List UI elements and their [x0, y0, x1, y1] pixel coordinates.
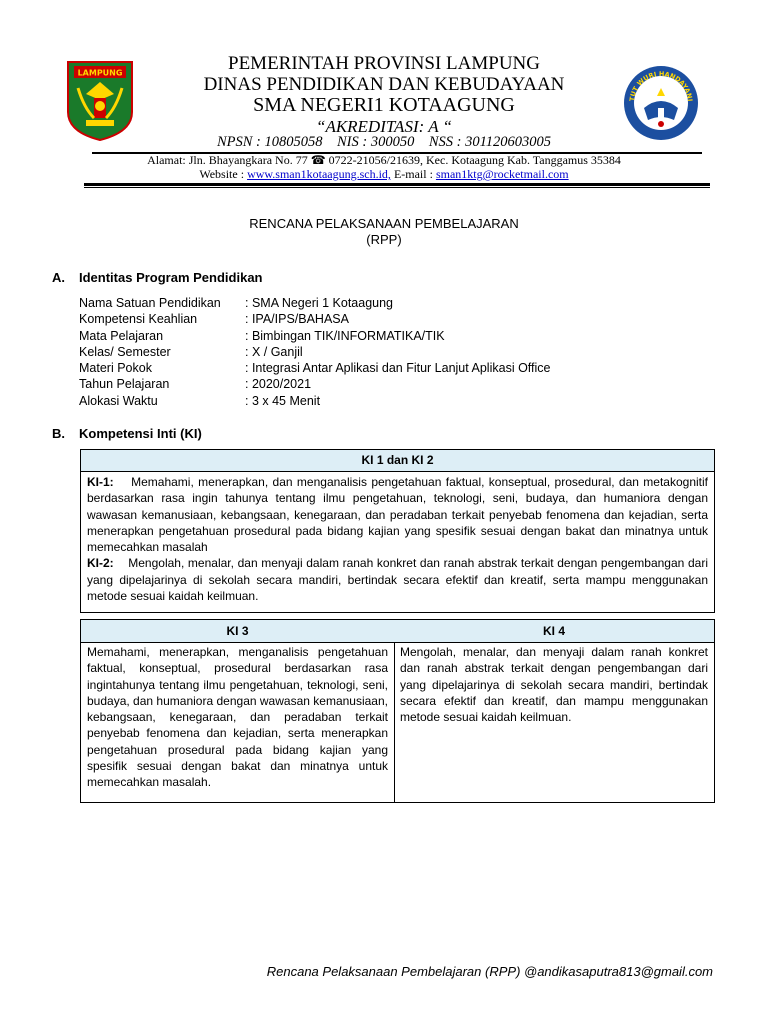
identity-row [79, 376, 551, 392]
ki4-text: Mengolah, menalar, dan menyaji dalam ranah konkret dan ranah abstrak terkait dengan pengembangan dari yang dipelajarinya di sekolah secara mandiri, bertindak secara efektif dan kreatif, dan mampu menggunakan metode sesuai kaidah keilmuan. [400, 645, 708, 725]
ki12-table [80, 449, 715, 613]
school-ids-text: NPSN : 10805058 NIS : 300050 NSS : 301120603005 [216, 134, 552, 150]
section-a-number: A. [52, 270, 65, 285]
identity-key: Mata Pelajaran [79, 328, 164, 343]
ki2-text: Mengolah, menalar, dan menyaji dalam ranah konkret dan ranah abstrak terkait dengan pengembangan dari yang dipelajarinya di sekolah secara mandiri, bertindak secara efektif dan kreatif, serta mampu menggunakan metode sesuai kaidah keilmuan. [87, 556, 708, 604]
email-link[interactable]: sman1ktg@rocketmail.com [435, 167, 569, 181]
website-label: Website : [199, 167, 248, 181]
contact-line [0, 167, 768, 181]
section-a-heading [52, 270, 263, 285]
identity-value: : Bimbingan TIK/INFORMATIKA/TIK [245, 328, 445, 343]
identity-value: : X / Ganjil [245, 344, 303, 359]
identity-table [79, 295, 551, 409]
ki1-label: KI-1: [87, 475, 114, 489]
identity-value: : 2020/2021 [245, 377, 312, 392]
identity-key: Alokasi Waktu [79, 393, 158, 408]
address-prefix: Alamat: Jln. Bhayangkara No. 77 [147, 153, 311, 167]
identity-key: Materi Pokok [79, 361, 152, 376]
document-title [0, 216, 768, 248]
title-main: RENCANA PELAKSANAAN PEMBELAJARAN [249, 216, 519, 231]
page-footer: Rencana Pelaksanaan Pembelajaran (RPP) @andikasaputra813@gmail.com [266, 964, 713, 979]
section-a-title: Identitas Program Pendidikan [79, 270, 263, 285]
ki12-header: KI 1 dan KI 2 [81, 450, 714, 472]
identity-row [79, 311, 551, 327]
identity-row [79, 393, 551, 409]
identity-row [79, 344, 551, 360]
email-label: E-mail : [390, 167, 436, 181]
address-block [0, 153, 768, 181]
government-line: PEMERINTAH PROVINSI LAMPUNG [228, 53, 540, 74]
section-b-number: B. [52, 426, 65, 441]
identity-key: Nama Satuan Pendidikan [79, 296, 221, 310]
ki12-body [81, 472, 714, 604]
identity-row [79, 328, 551, 344]
identity-value: : 3 x 45 Menit [245, 393, 321, 408]
title-sub: (RPP) [366, 232, 402, 247]
identity-row [79, 295, 551, 311]
identity-value: : SMA Negeri 1 Kotaagung [245, 296, 394, 310]
double-rule-thin [84, 187, 710, 188]
identity-key: Kelas/ Semester [79, 344, 171, 359]
ki4-column [394, 620, 714, 802]
section-b-title: Kompetensi Inti (KI) [79, 426, 202, 441]
ki2-label: KI-2: [87, 556, 114, 571]
double-rule-thick [84, 183, 710, 186]
phone-icon: ☎ [310, 153, 326, 167]
school-ids [0, 134, 768, 151]
ki4-header: KI 4 [394, 620, 714, 643]
ki3-text: Memahami, menerapkan, menganalisis pengetahuan faktual, konseptual, prosedural berdasarkan rasa ingintahunya tentang ilmu pengetahuan, teknologi, seni, budaya, dan humaniora dengan wawasan kemanusiaan, kebangsaan, kenegaraan, dan peradaban terkait penyebab fenomena dan kejadian, serta menerapkan pengetahuan prosedural pada bidang kajian yang spesifik sesuai dengan bakat dan minatnya untuk memecahkan masalah. [87, 645, 388, 790]
address-line [0, 153, 768, 167]
logo-left-text: LAMPUNG [77, 68, 123, 78]
letterhead [0, 0, 768, 190]
identity-value: : IPA/IPS/BAHASA [245, 312, 349, 327]
accreditation: “AKREDITASI: A “ [315, 117, 452, 136]
website-link[interactable]: www.sman1kotaagung.sch.id, [247, 167, 391, 181]
ki3-header: KI 3 [81, 620, 394, 643]
section-b-heading [52, 426, 202, 441]
ki34-table [80, 619, 715, 803]
logo-right-text: TUT WURI HANDAYANI [628, 69, 694, 102]
school-name: SMA NEGERI1 KOTAAGUNG [253, 94, 515, 116]
identity-key: Tahun Pelajaran [79, 377, 170, 392]
ki3-column [81, 620, 395, 802]
identity-key: Kompetensi Keahlian [79, 312, 198, 327]
address-suffix: 0722-21056/21639, Kec. Kotaagung Kab. Tanggamus 35384 [325, 153, 621, 167]
identity-value: : Integrasi Antar Aplikasi dan Fitur Lanjut Aplikasi Office [245, 361, 551, 376]
department-line: DINAS PENDIDIKAN DAN KEBUDAYAAN [203, 74, 565, 95]
ki1-text: Memahami, menerapkan, dan menganalisis pengetahuan faktual, konseptual, prosedural, dan metakognitif berdasarkan rasa ingin tahunya tentang ilmu pengetahuan, teknologi, seni, budaya, dan humaniora dengan wawasan kemanusiaan, kebangsaan, kenegaraan, dan peradaban terkait penyebab fenomena dan kejadian, serta menerapkan pengetahuan prosedural pada bidang kajian yang spesifik sesuai dengan bakat dan minatnya untuk memecahkan masalah [87, 475, 709, 555]
identity-row [79, 360, 551, 376]
